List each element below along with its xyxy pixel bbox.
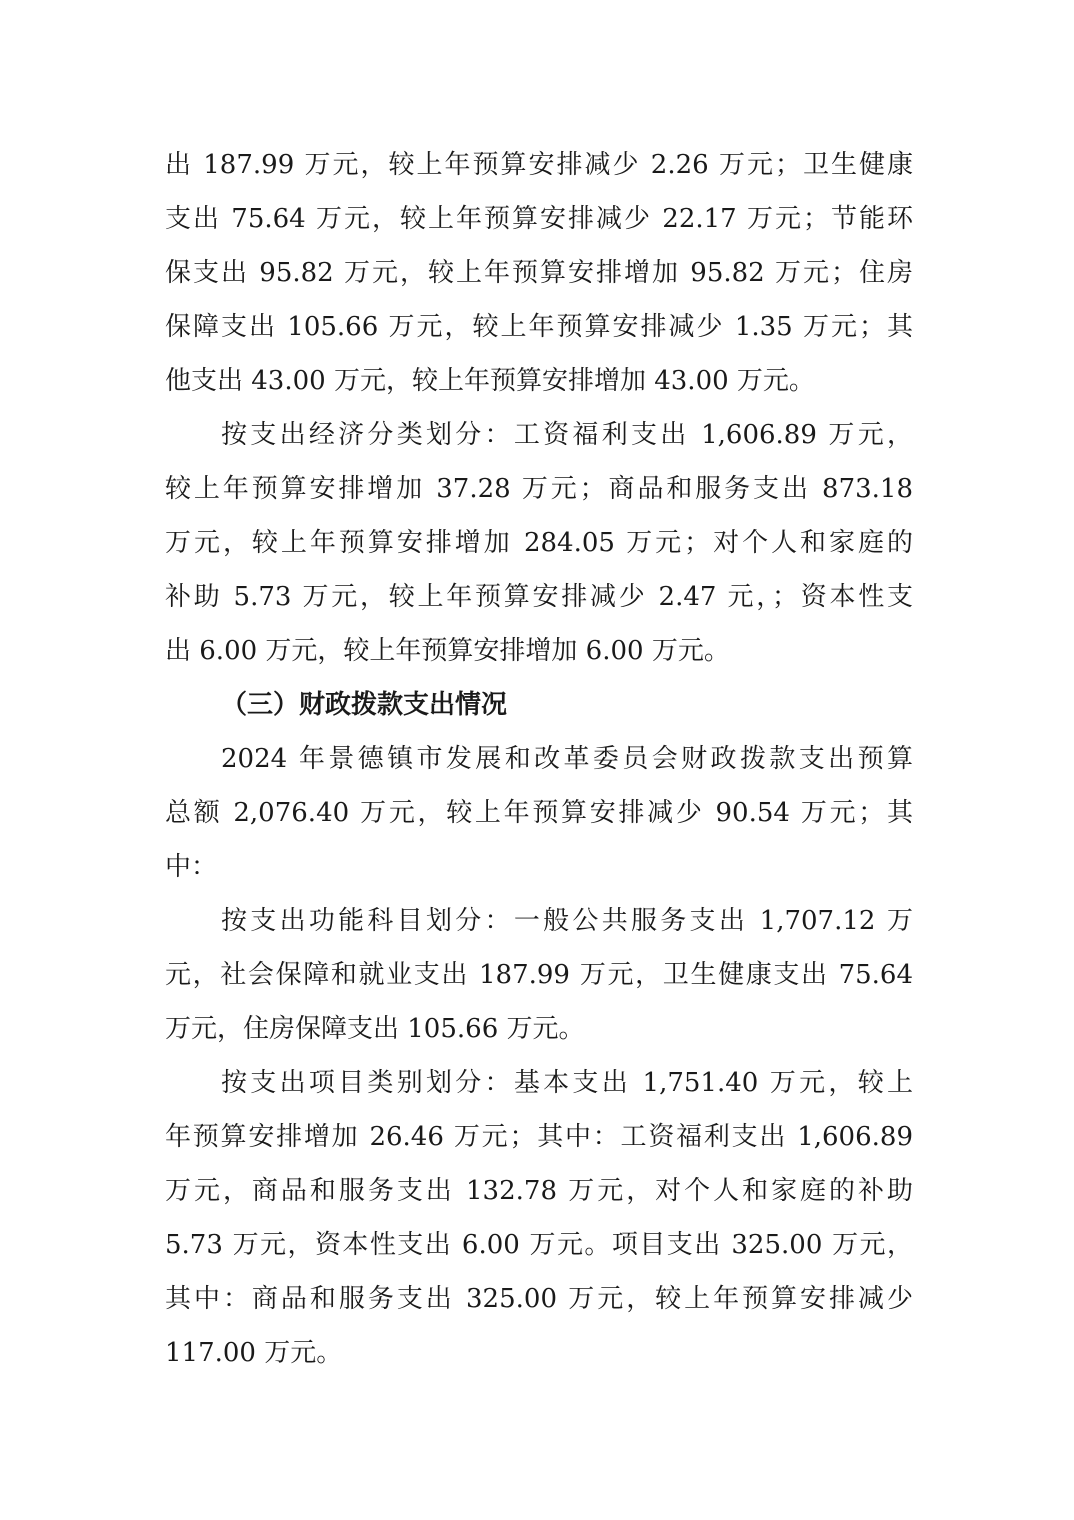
text-line: 保障支出 105.66 万元，较上年预算安排减少 1.35 万元；其	[165, 312, 913, 342]
text-line: 保支出 95.82 万元，较上年预算安排增加 95.82 万元；住房	[165, 258, 913, 288]
text-line: 出 6.00 万元，较上年预算安排增加 6.00 万元。	[165, 636, 730, 666]
text-line: 万元，住房保障支出 105.66 万元。	[165, 1014, 585, 1044]
text-line: 总额 2,076.40 万元，较上年预算安排减少 90.54 万元；其	[165, 798, 913, 828]
text-line: 5.73 万元，资本性支出 6.00 万元。项目支出 325.00 万元，	[165, 1230, 913, 1260]
text-line: 出 187.99 万元，较上年预算安排减少 2.26 万元；卫生健康	[165, 150, 913, 180]
text-line: 年预算安排增加 26.46 万元；其中：工资福利支出 1,606.89	[165, 1122, 913, 1152]
text-line: 按支出功能科目划分：一般公共服务支出 1,707.12 万	[221, 906, 913, 936]
text-line: 补助 5.73 万元，较上年预算安排减少 2.47 元，；资本性支	[165, 582, 913, 612]
paragraph-fiscal-appropriation-total	[165, 732, 913, 894]
text-line: 万元，商品和服务支出 132.78 万元，对个人和家庭的补助	[165, 1176, 913, 1206]
text-line: 他支出 43.00 万元，较上年预算安排增加 43.00 万元。	[165, 366, 815, 396]
document-body	[165, 138, 913, 1380]
text-line: 元，社会保障和就业支出 187.99 万元，卫生健康支出 75.64	[165, 960, 913, 990]
text-line: 按支出经济分类划分：工资福利支出 1,606.89 万元，	[221, 420, 913, 450]
text-line: 中：	[165, 852, 218, 882]
text-line: 按支出项目类别划分：基本支出 1,751.40 万元，较上	[221, 1068, 913, 1098]
text-line: 2024 年景德镇市发展和改革委员会财政拨款支出预算	[221, 744, 913, 774]
text-line: 其中：商品和服务支出 325.00 万元，较上年预算安排减少	[165, 1284, 913, 1314]
text-line: 117.00 万元。	[165, 1338, 343, 1368]
paragraph-expenditure-function-continued	[165, 138, 913, 408]
paragraph-project-categories	[165, 1056, 913, 1380]
text-line: 较上年预算安排增加 37.28 万元；商品和服务支出 873.18	[165, 474, 913, 504]
paragraph-economic-classification	[165, 408, 913, 678]
paragraph-functional-subjects	[165, 894, 913, 1056]
text-line: 万元，较上年预算安排增加 284.05 万元；对个人和家庭的	[165, 528, 913, 558]
section-heading: （三）财政拨款支出情况	[221, 690, 508, 720]
text-line: 支出 75.64 万元，较上年预算安排减少 22.17 万元；节能环	[165, 204, 913, 234]
